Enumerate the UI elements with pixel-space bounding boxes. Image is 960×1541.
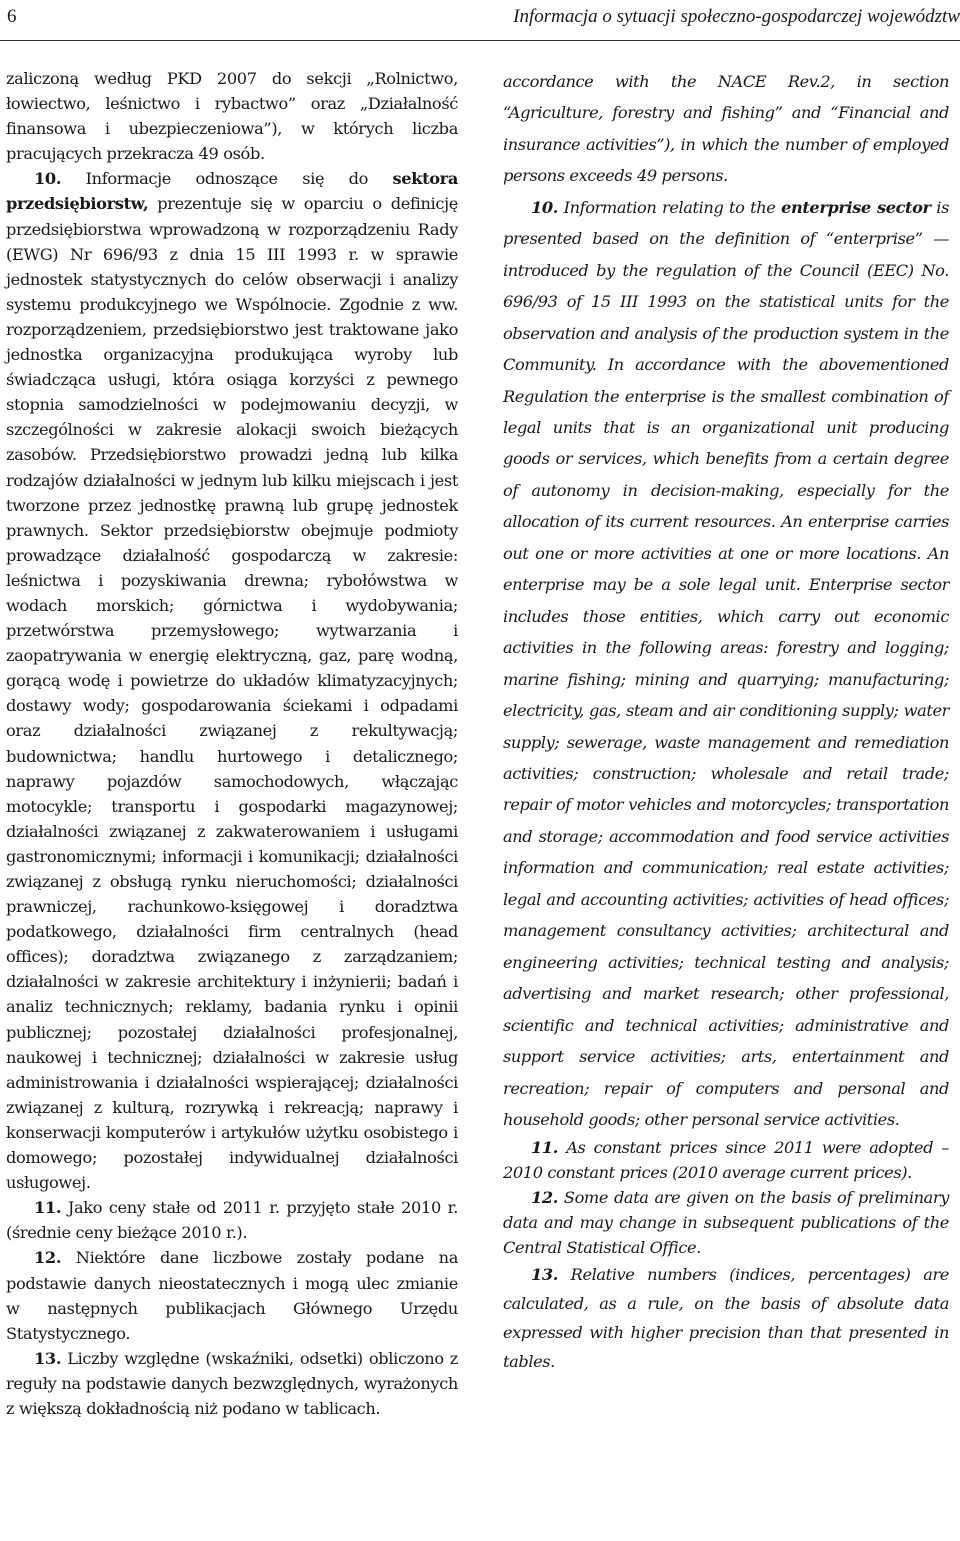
pl-note-number: 12. <box>34 1248 62 1268</box>
pl-note-number: 10. <box>34 169 62 189</box>
en-term-bold: enterprise sector <box>781 197 931 217</box>
polish-column <box>6 66 458 1421</box>
en-text: Information relating to the <box>557 197 782 217</box>
en-note-number: 13. <box>531 1265 558 1285</box>
pl-paragraph-continuation: zaliczoną według PKD 2007 do sekcji „Rolnictwo, łowiectwo, leśnictwo i rybactwo” oraz „Działalność finansowa i ubezpieczeniowa”), w których liczba pracujących przekracza 49 osób. <box>6 69 458 164</box>
en-text: Relative numbers (indices, percentages) are calculated, as a rule, on the basis of absolute data expressed with higher precision than that presented in tables. <box>503 1265 949 1372</box>
en-text: As constant prices since 2011 were adopted – 2010 constant prices (2010 average current prices). <box>503 1138 949 1183</box>
en-note-number: 10. <box>531 197 558 217</box>
en-paragraph-11 <box>503 1135 949 1185</box>
pl-paragraph-13 <box>6 1346 458 1421</box>
pl-text: Niektóre dane liczbowe zostały podane na podstawie danych nieostatecznych i mogą ulec zmianie w następnych publikacjach Głównego Urzędu Statystycznego. <box>6 1248 458 1343</box>
pl-text: prezentuje się w oparciu o definicję przedsiębiorstwa wprowadzoną w rozporządzeniu Rady (EWG) Nr 696/93 z dnia 15 III 1993 r. w sprawie jednostek statystycznych do celów obserwacji i analizy systemu produkcyjnego we Wspólnocie. Zgodnie z ww. rozporządzeniem, przedsiębiorstwo jest traktowane jako jednostka organizacyjna produkująca wyroby lub świadcząca usługi, która osiąga korzyści z pewnego stopnia samodzielności w podejmowaniu decyzji, w szczególności w zakresie alokacji swoich bieżących zasobów. Przedsiębiorstwo prowadzi jedną lub kilka rodzajów działalności w jednym lub kilku miejscach i jest tworzone przez jednostkę prawną lub grupę jednostek prawnych. Sektor przedsiębiorstw obejmuje podmioty prowadzące działalność gospodarczą w zakresie: leśnictwa i pozyskiwania drewna; rybołówstwa w wodach morskich; górnictwa i wydobywania; przetwórstwa przemysłowego; wytwarzania i zaopatrywania w energię elektryczną, gaz, parę wodną, gorącą wodę i powietrze do układów klimatyzacyjnych; dostawy wody; gospodarowania ściekami i odpadami oraz działalności związanej z rekultywacją; budownictwa; handlu hurtowego i detalicznego; naprawy pojazdów samochodowych, włączając motocykle; transportu i gospodarki magazynowej; działalności związanej z zakwaterowaniem i usługami gastronomicznymi; informacji i komunikacji; działalności związanej z obsługą rynku nieruchomości; działalności prawniczej, rachunkowo-księgowej i doradztwa podatkowego, działalności firm centralnych (head offices); doradztwa związanego z zarządzaniem; działalności w zakresie architektury i inżynierii; badań i analiz technicznych; reklamy, badania rynku i opinii publicznej; pozostałej działalności profesjonalnej, naukowej i technicznej; działalności w zakresie usług administrowania i działalności wspierającej; działalności związanej z kulturą, rozrywką i rekreacją; naprawy i konserwacji komputerów i artykułów użytku osobistego i domowego; pozostałej indywidualnej działalności usługowej. <box>6 194 458 1193</box>
en-paragraph-13 <box>503 1260 949 1376</box>
pl-paragraph-11 <box>6 1195 458 1245</box>
en-note-number: 11. <box>531 1138 558 1158</box>
pl-paragraph-12 <box>6 1245 458 1345</box>
page-number: 6 <box>7 6 17 27</box>
en-text: is presented based on the definition of “enterprise” — introduced by the regulation of the Council (EEC) No. 696/93 of 15 III 1993 on the statistical units for the observation and analysis of the production system in the Community. In accordance with the abovementioned Regulation the enterprise is the smallest combination of legal units that is an organizational unit producing goods or services, which benefits from a certain degree of autonomy in decision-making, especially for the allocation of its current resources. An enterprise carries out one or more activities at one or more locations. An enterprise may be a sole legal unit. Enterprise sector includes those entities, which carry out economic activities in the following areas: forestry and logging; marine fishing; mining and quarrying; manufacturing; electricity, gas, steam and air conditioning supply; water supply; sewerage, waste management and remediation activities; construction; wholesale and retail trade; repair of motor vehicles and motorcycles; transportation and storage; accommodation and food service activities information and communication; real estate activities; legal and accounting activities; activities of head offices; management consultancy activities; architectural and engineering activities; technical testing and analysis; advertising and market research; other professional, scientific and technical activities; administrative and support service activities; arts, entertainment and recreation; repair of computers and personal and household goods; other personal service activities. <box>503 197 949 1129</box>
header-rule <box>0 40 960 41</box>
en-text: Some data are given on the basis of preliminary data and may change in subsequent publications of the Central Statistical Office. <box>503 1188 949 1258</box>
pl-term-bold: sektora przedsiębiorstw, <box>6 169 458 214</box>
pl-note-number: 13. <box>34 1348 62 1368</box>
pl-text: Informacje odnoszące się do <box>61 169 393 189</box>
en-paragraph-10 <box>503 192 949 1136</box>
pl-paragraph-10 <box>6 166 458 1195</box>
en-paragraph-12 <box>503 1185 949 1260</box>
en-paragraph-continuation: accordance with the NACE Rev.2, in section “Agriculture, forestry and fishing” and “Financial and insurance activities”), in which the number of employed persons exceeds 49 persons. <box>503 72 949 186</box>
pl-text: Liczby względne (wskaźniki, odsetki) obliczono z reguły na podstawie danych bezwzględnych, wyrażonych z większą dokładnością niż podano w tablicach. <box>6 1348 458 1418</box>
english-column <box>503 66 949 1376</box>
pl-text: Jako ceny stałe od 2011 r. przyjęto stałe 2010 r. (średnie ceny bieżące 2010 r.). <box>6 1198 458 1243</box>
page-header <box>0 0 960 40</box>
running-title: Informacja o sytuacji społeczno-gospodarczej województw <box>513 6 960 27</box>
en-note-number: 12. <box>531 1188 558 1208</box>
pl-note-number: 11. <box>34 1198 62 1218</box>
